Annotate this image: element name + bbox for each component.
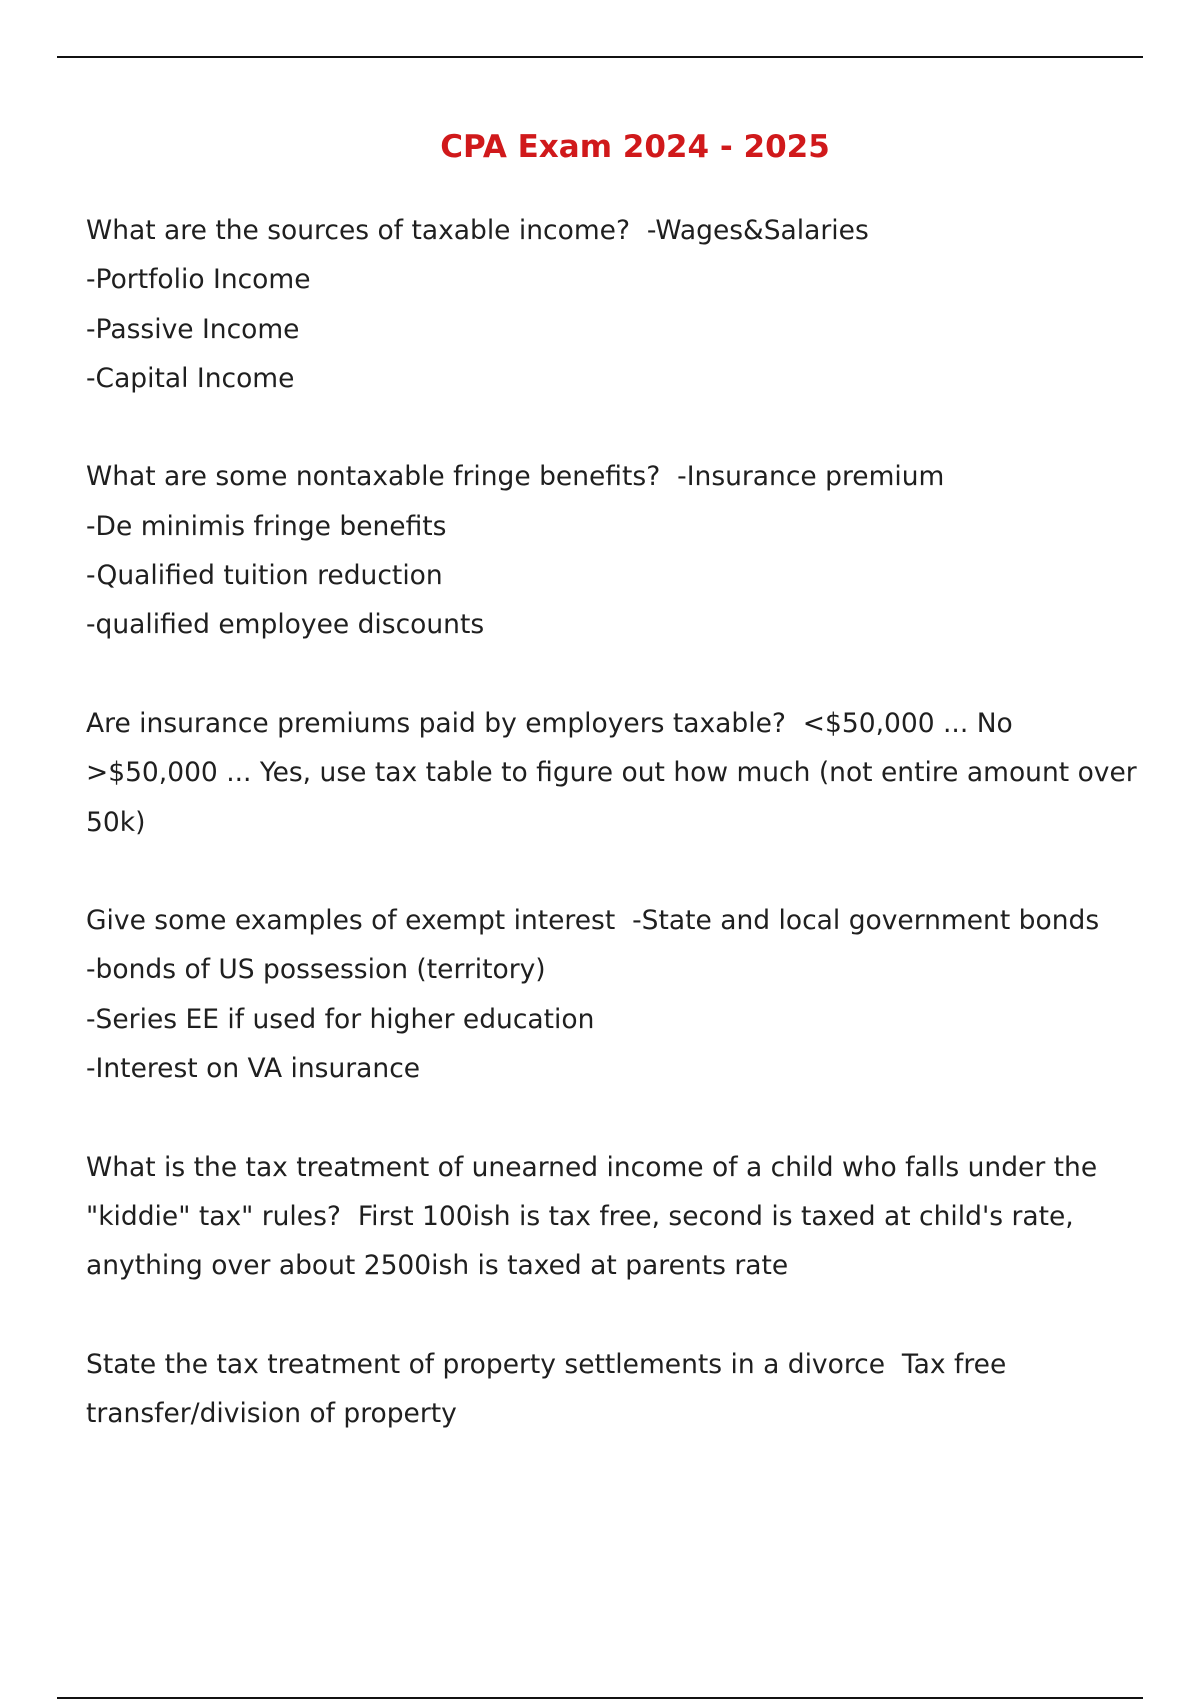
question-text: What is the tax treatment of unearned income of a child who falls under the "kiddie" tax" rules? bbox=[86, 1151, 1106, 1232]
page-title: CPA Exam 2024 - 2025 bbox=[440, 128, 830, 165]
qa-item bbox=[86, 1143, 1176, 1291]
qa-item bbox=[86, 1340, 1176, 1439]
qa-item bbox=[86, 699, 1176, 847]
answer-text: -Wages&Salaries -Portfolio Income -Passive Income -Capital Income bbox=[86, 215, 869, 394]
question-text: Are insurance premiums paid by employers taxable? bbox=[86, 707, 786, 739]
question-text: State the tax treatment of property settlements in a divorce bbox=[86, 1348, 886, 1380]
answer-text: -State and local government bonds -bonds of US possession (territory) -Series EE if used for higher education -Interest on VA insurance bbox=[86, 905, 1100, 1085]
question-text: What are some nontaxable fringe benefits? bbox=[86, 461, 661, 493]
qa-item bbox=[86, 206, 1176, 403]
answer-text: Tax free transfer/division of property bbox=[86, 1348, 1015, 1430]
document-body bbox=[86, 206, 1176, 1488]
answer-text: -Insurance premium -De minimis fringe benefits -Qualified tuition reduction -qualified employee discounts bbox=[86, 461, 945, 641]
answer-text: <$50,000 ... No >$50,000 ... Yes, use tax table to figure out how much (not entire amount over 50k) bbox=[86, 707, 1137, 838]
top-divider bbox=[57, 56, 1143, 58]
question-text: What are the sources of taxable income? bbox=[86, 215, 631, 246]
answer-text: First 100ish is tax free, second is taxed at child's rate, anything over about 2500ish is taxed at parents rate bbox=[86, 1200, 1083, 1282]
question-text: Give some examples of exempt interest bbox=[86, 905, 616, 937]
qa-item bbox=[86, 452, 1176, 649]
bottom-divider bbox=[57, 1697, 1143, 1699]
qa-item bbox=[86, 896, 1176, 1093]
